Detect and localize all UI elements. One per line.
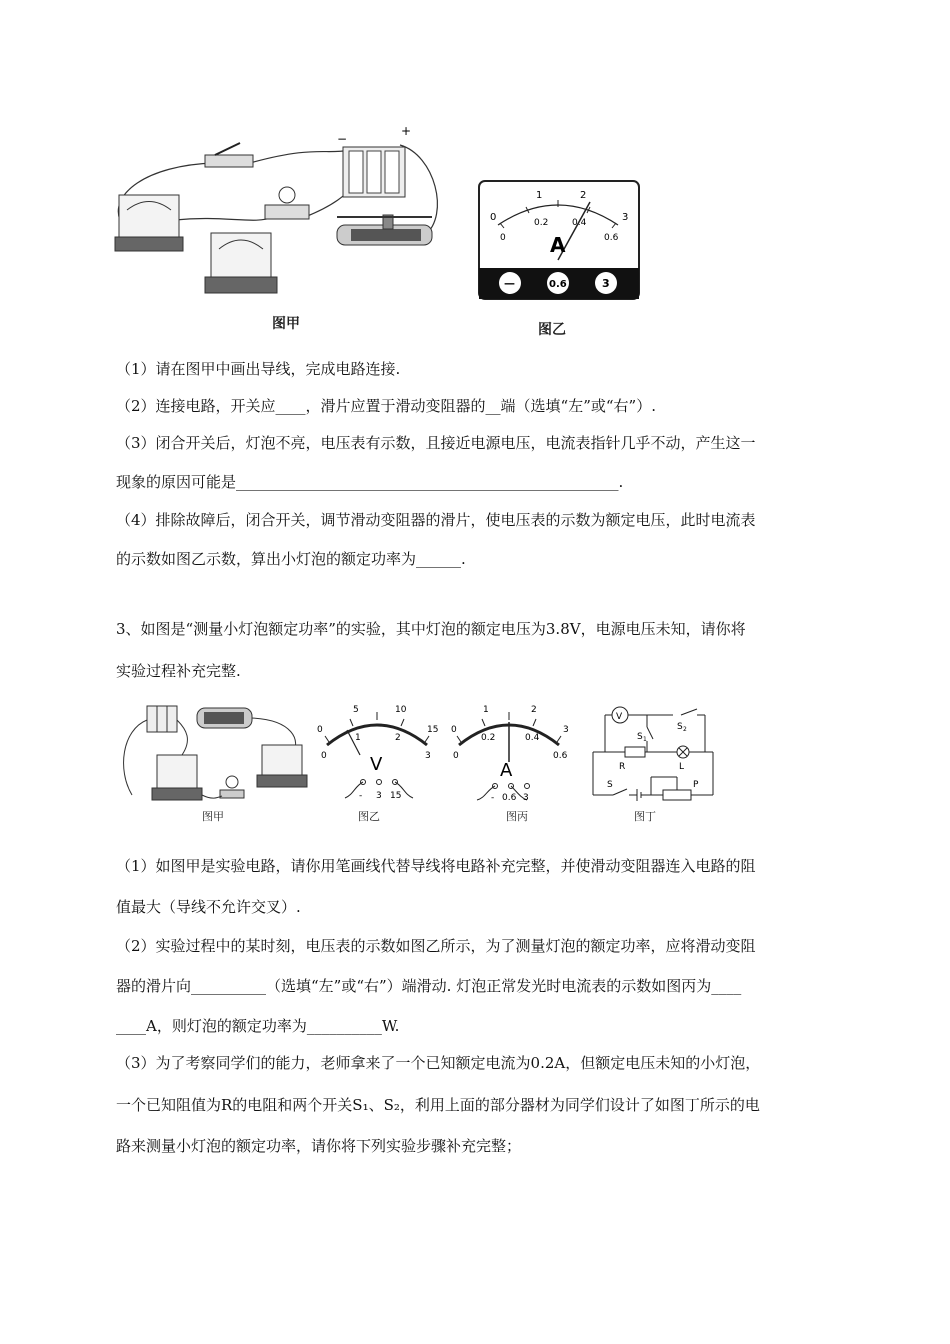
- q3-ammeter-bottom-2: 0.4: [525, 733, 540, 743]
- q2-line-2: （2）连接电路，开关应____，滑片应置于滑动变阻器的__端（选填“左”或“右”）.: [116, 397, 656, 415]
- circuit-voltmeter-label: V: [616, 712, 623, 722]
- q3-line-4: 器的滑片向__________（选填“左”或“右”）端滑动. 灯泡正常发光时电流表的示数如图丙为____: [116, 977, 742, 995]
- q3-fig-jia-caption: 图甲: [202, 810, 224, 823]
- voltmeter-top-15: 15: [427, 725, 439, 735]
- ammeter-top-1: 1: [536, 190, 543, 201]
- q3-intro-1: 3、如图是“测量小灯泡额定功率”的实验，其中灯泡的额定电压为3.8V，电源电压未知，请你将: [116, 620, 746, 638]
- q2-line-1: （1）请在图甲中画出导线，完成电路连接.: [116, 360, 401, 378]
- circuit-s2-label: S: [677, 722, 683, 732]
- q3-ammeter-top-1: 1: [483, 705, 489, 715]
- figure-yi-caption: 图乙: [538, 322, 566, 338]
- voltmeter-bottom-2: 2: [395, 733, 401, 743]
- circuit-l-label: L: [679, 762, 685, 772]
- q3-ammeter-top-0: 0: [451, 725, 457, 735]
- ammeter-top-3: 3: [622, 212, 629, 223]
- q2-line-4: 现象的原因可能是___________________________________________________.: [116, 473, 624, 491]
- ammeter-bottom-3: 0.6: [604, 233, 619, 243]
- voltmeter-terminal-15: 15: [390, 791, 402, 801]
- q3-ammeter-figure: [447, 700, 577, 808]
- voltmeter-bottom-1: 1: [355, 733, 361, 743]
- q3-fig-yi-caption: 图乙: [358, 810, 380, 823]
- figure-jia-caption: 图甲: [272, 316, 300, 332]
- q3-fig-ding-caption: 图丁: [634, 810, 656, 823]
- voltmeter-top-5: 5: [353, 705, 359, 715]
- q3-ammeter-top-2: 2: [531, 705, 537, 715]
- circuit-s-label: S: [607, 780, 613, 790]
- svg-text:+: +: [401, 125, 412, 138]
- q3-line-3: （2）实验过程中的某时刻，电压表的示数如图乙所示，为了测量灯泡的额定功率，应将滑动变阻: [116, 937, 756, 955]
- ammeter-bottom-2: 0.4: [572, 218, 587, 228]
- voltmeter-bottom-3: 3: [425, 751, 431, 761]
- q2-line-6: 的示数如图乙示数，算出小灯泡的额定功率为______.: [116, 550, 466, 568]
- ammeter-bottom-1: 0.2: [534, 218, 549, 228]
- voltmeter-bottom-0: 0: [321, 751, 327, 761]
- voltmeter-top-10: 10: [395, 705, 407, 715]
- q3-voltmeter-figure: [315, 700, 440, 808]
- q3-fig-bing-caption: 图丙: [506, 810, 528, 823]
- circuit-apparatus-figure: [105, 125, 455, 310]
- q2-line-5: （4）排除故障后，闭合开关，调节滑动变阻器的滑片，使电压表的示数为额定电压，此时电流表: [116, 511, 756, 529]
- circuit-p-label: P: [693, 780, 699, 790]
- q3-ammeter-terminal-3: 3: [523, 793, 529, 803]
- q3-intro-2: 实验过程补充完整.: [116, 662, 241, 680]
- voltmeter-unit: V: [370, 754, 383, 775]
- ammeter-bottom-0: 0: [500, 233, 506, 243]
- circuit-s1-label: S: [637, 732, 643, 742]
- voltmeter-terminal-neg: -: [359, 791, 363, 801]
- ammeter-top-0: 0: [490, 212, 497, 223]
- ammeter-unit: A: [550, 233, 566, 257]
- ammeter-figure: [478, 180, 640, 305]
- voltmeter-top-0: 0: [317, 725, 323, 735]
- q3-line-1: （1）如图甲是实验电路，请你用笔画线代替导线将电路补充完整，并使滑动变阻器连入电路的阻: [116, 857, 756, 875]
- ammeter-top-2: 2: [580, 190, 587, 201]
- q3-ammeter-top-3: 3: [563, 725, 569, 735]
- circuit-s2-sub: 2: [683, 726, 687, 733]
- q3-ammeter-bottom-3: 0.6: [553, 751, 568, 761]
- ammeter-terminal-0.6: 0.6: [549, 279, 567, 290]
- q3-circuit-diagram: [585, 705, 715, 805]
- ammeter-terminal-neg: —: [504, 277, 515, 290]
- voltmeter-terminal-3: 3: [376, 791, 382, 801]
- ammeter-terminal-3: 3: [602, 277, 610, 290]
- circuit-r-label: R: [619, 762, 626, 772]
- q2-line-3: （3）闭合开关后，灯泡不亮，电压表有示数，且接近电源电压，电流表指针几乎不动，产生这一: [116, 434, 756, 452]
- circuit-s1-sub: 1: [643, 736, 647, 743]
- q3-apparatus-figure: [112, 700, 312, 810]
- q3-line-2: 值最大（导线不允许交叉）.: [116, 898, 301, 916]
- svg-text:−: −: [337, 132, 348, 146]
- q3-ammeter-terminal-0.6: 0.6: [502, 793, 517, 803]
- q3-line-7: 一个已知阻值为R的电阻和两个开关S₁、S₂，利用上面的部分器材为同学们设计了如图丁所示的电: [116, 1096, 760, 1114]
- q3-line-8: 路来测量小灯泡的额定功率，请你将下列实验步骤补充完整；: [116, 1137, 522, 1155]
- q3-ammeter-bottom-0: 0: [453, 751, 459, 761]
- q3-line-5: ____A，则灯泡的额定功率为__________W.: [116, 1017, 400, 1035]
- q3-ammeter-terminal-neg: -: [491, 793, 495, 803]
- q3-ammeter-bottom-1: 0.2: [481, 733, 496, 743]
- q3-line-6: （3）为了考察同学们的能力，老师拿来了一个已知额定电流为0.2A，但额定电压未知的小灯泡，: [116, 1054, 761, 1072]
- q3-ammeter-unit: A: [500, 760, 513, 781]
